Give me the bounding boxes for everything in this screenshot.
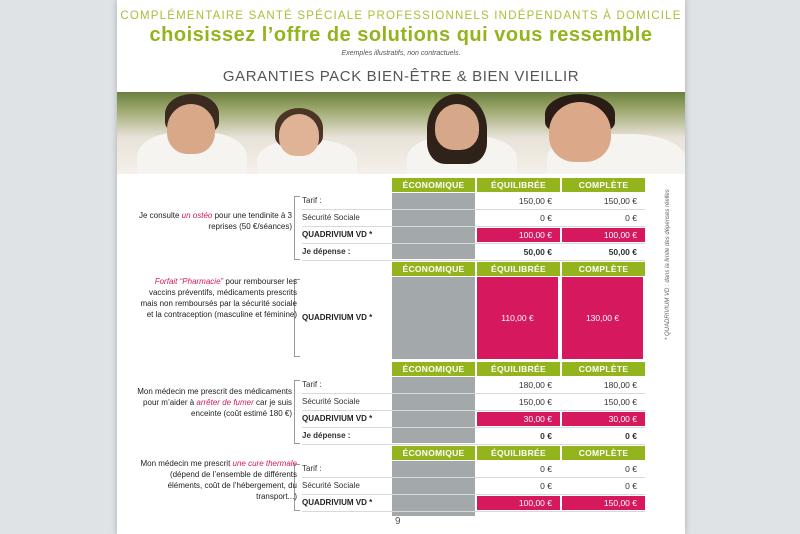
page-number: 9 [395, 516, 401, 527]
column-header: ÉCONOMIQUE [392, 178, 475, 192]
page-subtitle: COMPLÉMENTAIRE SANTÉ SPÉCIALE PROFESSIONNELS INDÉPENDANTS À DOMICILE [120, 10, 682, 22]
cell-quad: 150,00 € [562, 496, 645, 510]
row-label-quad: QUADRIVIUM VD * [302, 498, 373, 507]
cell-quad: 100,00 € [477, 496, 560, 510]
desc-highlight: une cure thermale [232, 459, 297, 468]
cell-secu: 150,00 € [603, 397, 637, 407]
desc-text: (dépend de l’ensemble de différents éléments, coût de l’hébergement, du transport...) [167, 470, 297, 501]
cell-secu: 0 € [540, 481, 552, 491]
row-divider [302, 511, 645, 512]
row-label-quad: QUADRIVIUM VD * [302, 414, 373, 423]
cell-quad: 100,00 € [477, 228, 560, 242]
cell-tarif: 0 € [540, 464, 552, 474]
photo-banner [117, 92, 685, 174]
column-header: COMPLÈTE [562, 178, 645, 192]
pack-title: GARANTIES PACK BIEN-ÊTRE & BIEN VIEILLIR [222, 68, 580, 85]
column-header: ÉQUILIBRÉE [477, 262, 560, 276]
desc-text: car je suis enceinte (coût estimé 180 €) [191, 398, 292, 418]
row-label-tarif: Tarif : [302, 464, 322, 473]
row-divider [302, 494, 645, 495]
scenario-description [137, 276, 297, 320]
cell-quad: 30,00 € [477, 412, 560, 426]
row-divider [302, 393, 645, 394]
illustrative-note: Exemples illustratifs, non contractuels. [341, 50, 461, 57]
scenario-description [137, 210, 292, 232]
column-header: ÉQUILIBRÉE [477, 178, 560, 192]
row-divider [302, 243, 645, 244]
cell-depense: 50,00 € [608, 247, 637, 257]
row-label-quad: QUADRIVIUM VD * [302, 230, 373, 239]
desc-highlight: Forfait “Pharmacie” [154, 277, 224, 286]
cell-tarif: 150,00 € [518, 196, 552, 206]
desc-highlight: un ostéo [181, 211, 213, 220]
cell-secu: 0 € [625, 481, 637, 491]
desc-text: Mon médecin me prescrit des médicaments pour m’aider à [137, 387, 292, 407]
desc-text: Mon médecin me prescrit [140, 459, 233, 468]
footnote-vertical: * QUADRIVIUM VD : dans la limite des dépenses réelles [665, 189, 671, 340]
cell-tarif: 180,00 € [603, 380, 637, 390]
column-header: ÉCONOMIQUE [392, 446, 475, 460]
cell-tarif: 150,00 € [603, 196, 637, 206]
desc-text: pour une tendinite à 3 reprises (50 €/séances) [208, 211, 292, 231]
column-header: ÉQUILIBRÉE [477, 362, 560, 376]
row-divider [302, 209, 645, 210]
row-label-secu: Sécurité Sociale [302, 397, 360, 406]
cell-depense: 0 € [625, 431, 637, 441]
row-label-secu: Sécurité Sociale [302, 213, 360, 222]
column-header: COMPLÈTE [562, 446, 645, 460]
row-divider [302, 226, 645, 227]
column-header: ÉCONOMIQUE [392, 262, 475, 276]
row-divider [302, 427, 645, 428]
row-bracket [294, 196, 300, 260]
cell-quad-forfait: 130,00 € [562, 277, 643, 359]
economique-column [392, 277, 475, 359]
column-header: ÉQUILIBRÉE [477, 446, 560, 460]
row-divider [302, 410, 645, 411]
column-header: COMPLÈTE [562, 362, 645, 376]
scenario-description [137, 386, 292, 419]
cell-quad: 30,00 € [562, 412, 645, 426]
economique-column [392, 461, 475, 516]
row-label-secu: Sécurité Sociale [302, 481, 360, 490]
cell-quad-forfait: 110,00 € [477, 277, 558, 359]
desc-highlight: arrêter de fumer [196, 398, 254, 407]
page-title: choisissez l’offre de solutions qui vous ressemble [149, 24, 653, 46]
column-header: COMPLÈTE [562, 262, 645, 276]
column-header: ÉCONOMIQUE [392, 362, 475, 376]
desc-text: pour rembourser les vaccins préventifs, médicaments prescrits mais non remboursés par la sécurité sociale et la contraception (masculine et féminine) [140, 277, 297, 319]
row-label-quad: QUADRIVIUM VD * [302, 313, 373, 322]
row-divider [302, 444, 645, 445]
cell-tarif: 0 € [625, 464, 637, 474]
desc-text: Je consulte [138, 211, 182, 220]
cell-tarif: 180,00 € [518, 380, 552, 390]
row-bracket [294, 380, 300, 444]
row-label-depense: Je dépense : [302, 247, 351, 256]
row-divider [302, 260, 645, 261]
row-label-tarif: Tarif : [302, 196, 322, 205]
cell-secu: 0 € [540, 213, 552, 223]
cell-depense: 50,00 € [523, 247, 552, 257]
row-label-tarif: Tarif : [302, 380, 322, 389]
cell-secu: 150,00 € [518, 397, 552, 407]
cell-secu: 0 € [625, 213, 637, 223]
row-divider [302, 477, 645, 478]
cell-quad: 100,00 € [562, 228, 645, 242]
cell-depense: 0 € [540, 431, 552, 441]
scenario-description [137, 458, 297, 502]
row-label-depense: Je dépense : [302, 431, 351, 440]
